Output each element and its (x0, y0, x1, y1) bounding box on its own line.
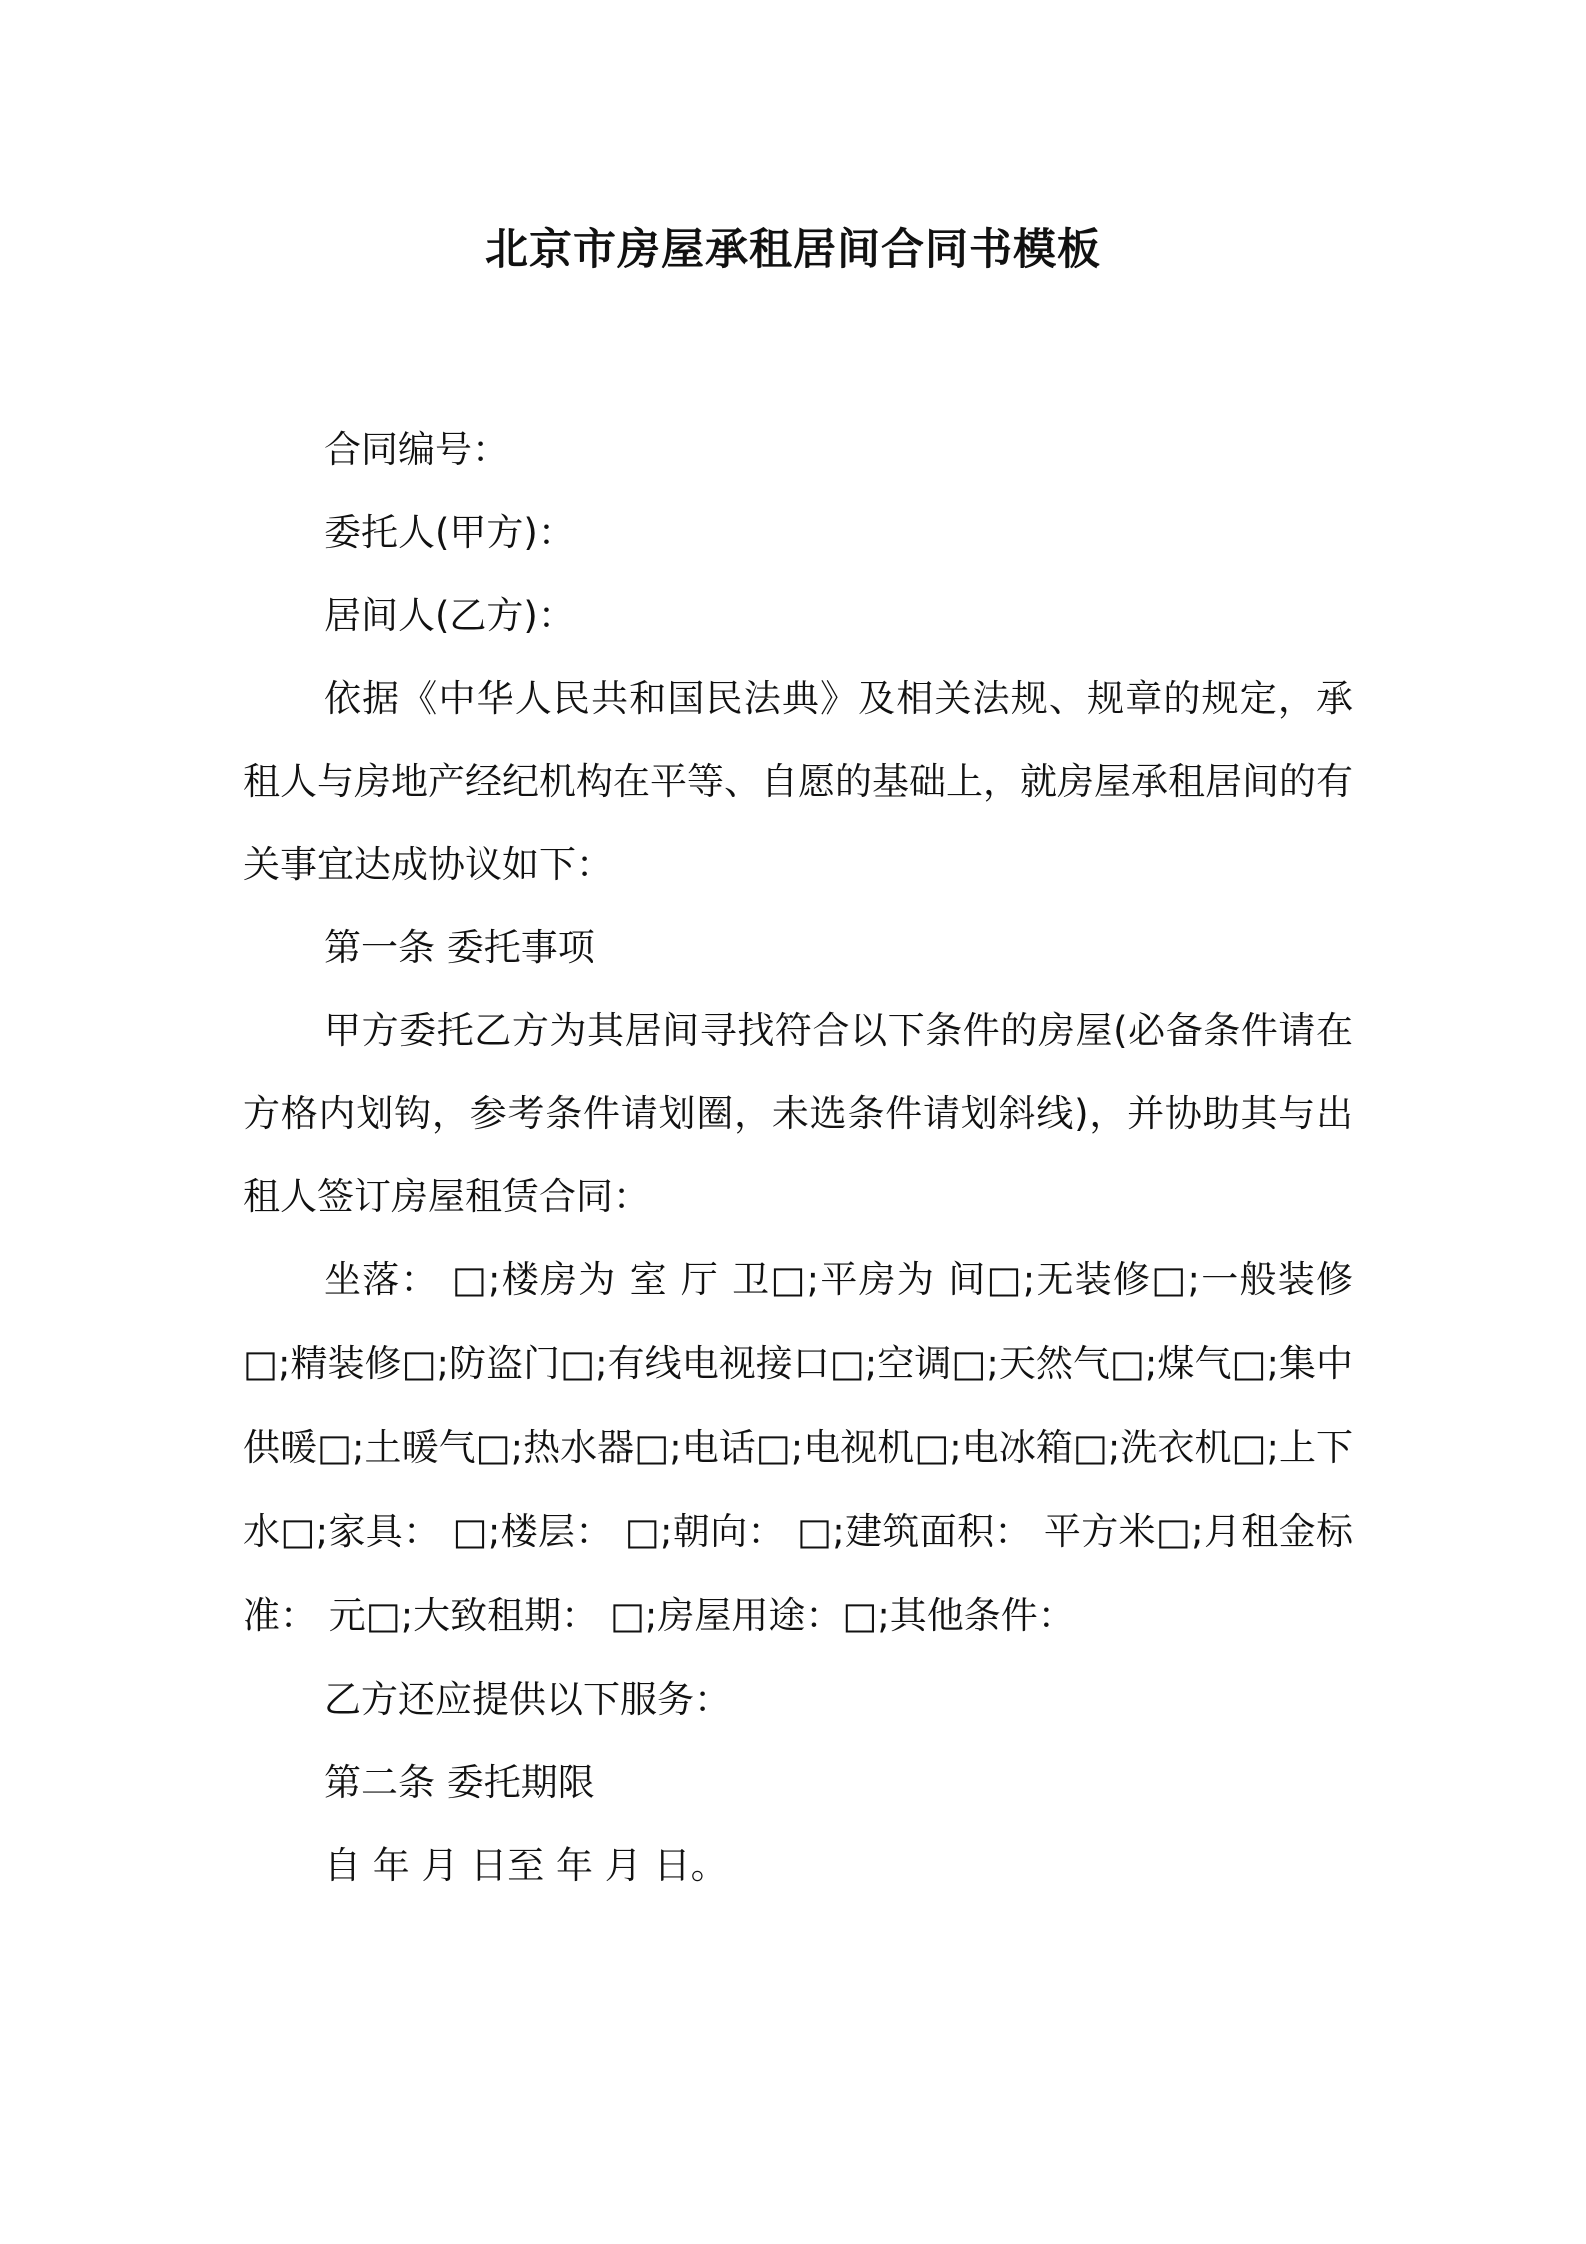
article-1-intro-paragraph: 甲方委托乙方为其居间寻找符合以下条件的房屋(必备条件请在方格内划钩，参考条件请划圈，未选条件请划斜线)，并协助其与出租人签订房屋租赁合同： (243, 1009, 1353, 1218)
document-title: 北京市房屋承租居间合同书模板 (485, 225, 1101, 275)
article-2-period-line: 自 年 月 日至 年 月 日。 (324, 1844, 728, 1887)
article-1-heading: 第一条 委托事项 (324, 926, 595, 969)
document-body (243, 408, 1353, 1907)
article-1-conditions-paragraph: 坐落： □;楼房为 室 厅 卫□;平房为 间□;无装修□;一般装修□;精装修□;防盗门□;有线电视接口□;空调□;天然气□;煤气□;集中供暖□;土暖气□;热水器□;电话□;电视机□;电冰箱□;洗衣机□;上下水□;家具： □;楼层： □;朝向： □;建筑面积： 平方米□;月租金标准： 元□;大致租期： □;房屋用途：□;其他条件： (243, 1258, 1353, 1637)
article-2-heading: 第二条 委托期限 (324, 1761, 595, 1804)
contract-number-field: 合同编号： (324, 428, 509, 471)
extra-services-line: 乙方还应提供以下服务： (324, 1678, 731, 1721)
preamble-paragraph: 依据《中华人民共和国民法典》及相关法规、规章的规定，承租人与房地产经纪机构在平等、自愿的基础上，就房屋承租居间的有关事宜达成协议如下： (243, 677, 1353, 886)
intermediary-field: 居间人(乙方)： (324, 594, 575, 637)
principal-field: 委托人(甲方)： (324, 511, 575, 554)
